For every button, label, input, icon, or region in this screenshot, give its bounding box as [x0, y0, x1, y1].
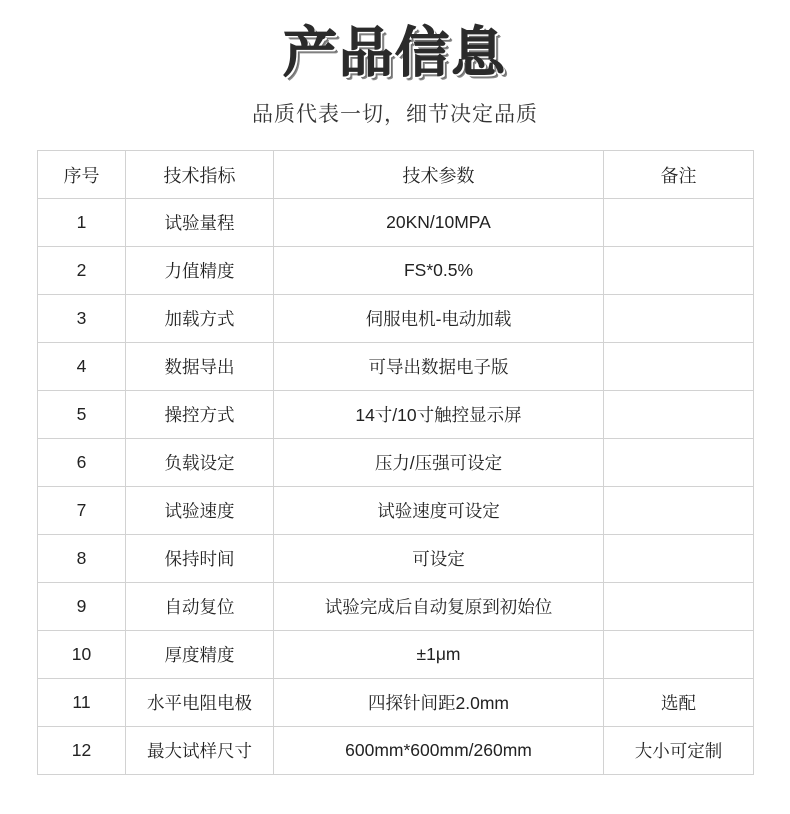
cell-item: 力值精度: [126, 247, 274, 295]
table-row: [38, 727, 754, 775]
table-row: [38, 199, 754, 247]
cell-param: 试验速度可设定: [274, 487, 604, 535]
cell-no: 9: [38, 583, 126, 631]
cell-no: 8: [38, 535, 126, 583]
cell-item: 水平电阻电极: [126, 679, 274, 727]
table-row: [38, 679, 754, 727]
table-row: [38, 487, 754, 535]
cell-no: 7: [38, 487, 126, 535]
cell-no: 12: [38, 727, 126, 775]
column-header-param: 技术参数: [274, 151, 604, 199]
cell-note: [604, 583, 754, 631]
cell-no: 1: [38, 199, 126, 247]
cell-param: 伺服电机-电动加载: [274, 295, 604, 343]
cell-no: 10: [38, 631, 126, 679]
cell-param: 可导出数据电子版: [274, 343, 604, 391]
cell-no: 2: [38, 247, 126, 295]
table-row: [38, 391, 754, 439]
cell-no: 4: [38, 343, 126, 391]
cell-item: 试验速度: [126, 487, 274, 535]
cell-note: [604, 391, 754, 439]
cell-note: 大小可定制: [604, 727, 754, 775]
cell-item: 厚度精度: [126, 631, 274, 679]
cell-note: [604, 535, 754, 583]
spec-table-container: [37, 150, 753, 775]
cell-note: [604, 247, 754, 295]
cell-note: 选配: [604, 679, 754, 727]
cell-note: [604, 343, 754, 391]
table-header-row: [38, 151, 754, 199]
column-header-no: 序号: [38, 151, 126, 199]
cell-param: 试验完成后自动复原到初始位: [274, 583, 604, 631]
cell-param: 四探针间距2.0mm: [274, 679, 604, 727]
cell-item: 最大试样尺寸: [126, 727, 274, 775]
table-row: [38, 631, 754, 679]
cell-item: 操控方式: [126, 391, 274, 439]
cell-item: 加载方式: [126, 295, 274, 343]
cell-param: FS*0.5%: [274, 247, 604, 295]
cell-param: 14寸/10寸触控显示屏: [274, 391, 604, 439]
cell-param: ±1μm: [274, 631, 604, 679]
cell-no: 5: [38, 391, 126, 439]
cell-item: 试验量程: [126, 199, 274, 247]
cell-param: 压力/压强可设定: [274, 439, 604, 487]
cell-note: [604, 439, 754, 487]
cell-param: 600mm*600mm/260mm: [274, 727, 604, 775]
cell-no: 11: [38, 679, 126, 727]
cell-item: 负载设定: [126, 439, 274, 487]
spec-table-body: [38, 151, 754, 775]
column-header-note: 备注: [604, 151, 754, 199]
cell-no: 3: [38, 295, 126, 343]
table-row: [38, 343, 754, 391]
column-header-item: 技术指标: [126, 151, 274, 199]
table-row: [38, 247, 754, 295]
cell-note: [604, 295, 754, 343]
table-row: [38, 583, 754, 631]
page-header: [0, 0, 790, 128]
cell-param: 可设定: [274, 535, 604, 583]
cell-item: 自动复位: [126, 583, 274, 631]
spec-table: [37, 150, 754, 775]
cell-item: 数据导出: [126, 343, 274, 391]
cell-note: [604, 487, 754, 535]
cell-param: 20KN/10MPA: [274, 199, 604, 247]
cell-item: 保持时间: [126, 535, 274, 583]
table-row: [38, 439, 754, 487]
page-title: 产品信息: [283, 21, 507, 84]
cell-note: [604, 631, 754, 679]
table-row: [38, 535, 754, 583]
cell-no: 6: [38, 439, 126, 487]
page-subtitle: 品质代表一切，细节决定品质: [252, 103, 538, 127]
cell-note: [604, 199, 754, 247]
table-row: [38, 295, 754, 343]
